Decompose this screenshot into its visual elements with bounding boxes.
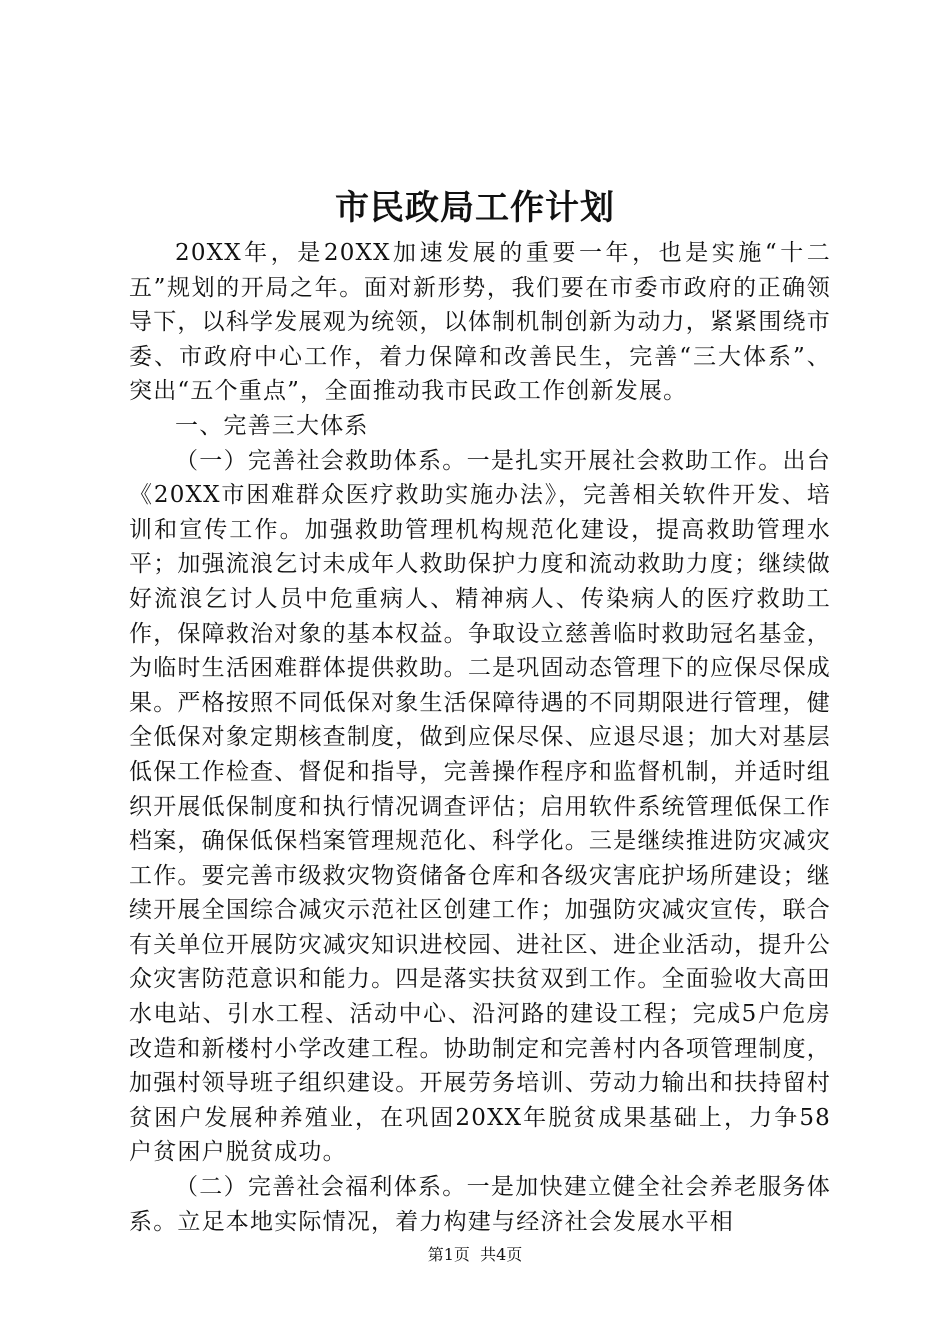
section-heading: 一、完善三大体系 [175, 412, 369, 439]
intro-paragraph: 20XX年，是20XX加速发展的重要一年，也是实施“十二五”规划的开局之年。面对新形势，我们要在市委市政府的正确领导下，以科学发展观为统领，以体制机制创新为动力，紧紧围绕市委、市政府中心工作，着力保障和改善民生，完善“三大体系”、突出“五个重点”，全面推动我市民政工作创新发展。 [129, 240, 831, 405]
page-footer: 第1页 共4页 [427, 1245, 523, 1264]
document-title: 市民政局工作计划 [335, 188, 615, 228]
body-paragraph: （二）完善社会福利体系。一是加快建立健全社会养老服务体系。立足本地实际情况，着力构建与经济社会发展水平相 [129, 1174, 831, 1235]
document-body [129, 236, 831, 1239]
body-paragraph: （一）完善社会救助体系。一是扎实开展社会救助工作。出台《20XX市困难群众医疗救助实施办法》，完善相关软件开发、培训和宣传工作。加强救助管理机构规范化建设，提高救助管理水平；加强流浪乞讨未成年人救助保护力度和流动救助力度；继续做好流浪乞讨人员中危重病人、精神病人、传染病人的医疗救助工作，保障救治对象的基本权益。争取设立慈善临时救助冠名基金，为临时生活困难群体提供救助。二是巩固动态管理下的应保尽保成果。严格按照不同低保对象生活保障待遇的不同期限进行管理，健全低保对象定期核查制度，做到应保尽保、应退尽退；加大对基层低保工作检查、督促和指导，完善操作程序和监督机制，并适时组织开展低保制度和执行情况调查评估；启用软件系统管理低保工作档案，确保低保档案管理规范化、科学化。三是继续推进防灾减灾工作。要完善市级救灾物资储备仓库和各级灾害庇护场所建设；继续开展全国综合减灾示范社区创建工作；加强防灾减灾宣传，联合有关单位开展防灾减灾知识进校园、进社区、进企业活动，提升公众灾害防范意识和能力。四是落实扶贫双到工作。全面验收大高田水电站、引水工程、活动中心、沿河路的建设工程；完成5户危房改造和新楼村小学改建工程。协助制定和完善村内各项管理制度，加强村领导班子组织建设。开展劳务培训、劳动力输出和扶持留村贫困户发展种养殖业，在巩固20XX年脱贫成果基础上，力争58户贫困户脱贫成功。 [129, 447, 831, 1166]
